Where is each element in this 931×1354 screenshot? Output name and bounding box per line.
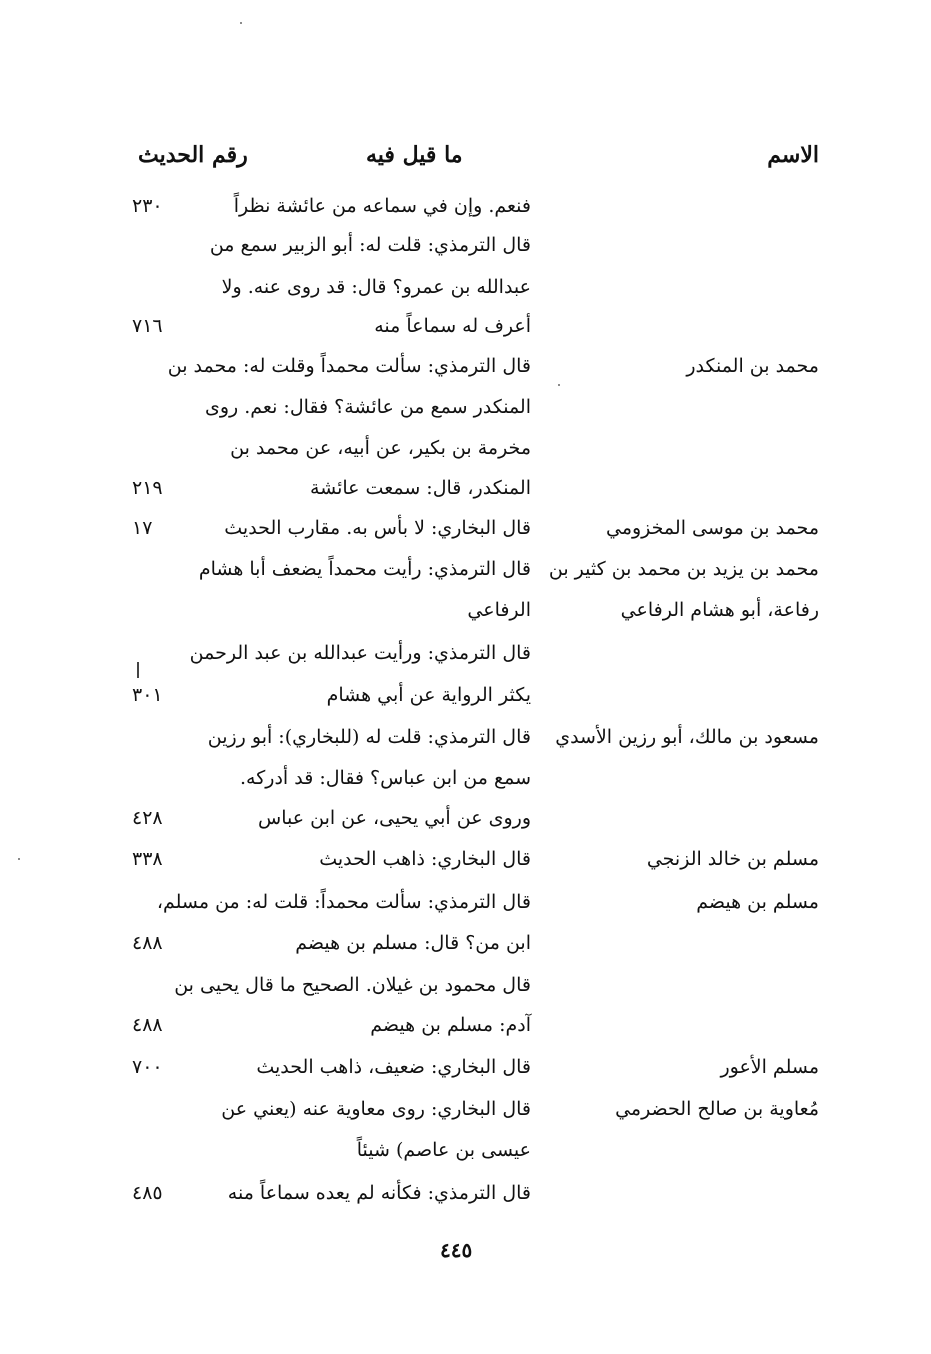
page-number: ٤٤٥ — [440, 1238, 473, 1262]
entry-name: مسلم الأعور — [720, 1056, 819, 1078]
entry-said: الرفاعي — [467, 599, 531, 621]
entry-said: قال الترمذي: فكأنه لم يعده سماعاً منه — [227, 1182, 531, 1204]
entry-number: ٢١٩ — [132, 477, 163, 499]
entry-name: مُعاوية بن صالح الحضرمي — [615, 1098, 819, 1120]
scan-speck — [240, 22, 242, 24]
entry-said: ابن من؟ قال: مسلم بن هيضم — [295, 932, 531, 954]
entry-number: ٤٨٨ — [132, 932, 163, 954]
entry-said: فنعم. وإن في سماعه من عائشة نظراً — [233, 195, 531, 217]
entry-said: قال البخاري: ذاهب الحديث — [319, 848, 531, 870]
scan-speck — [18, 858, 20, 860]
entry-said: قال البخاري: لا بأس به. مقارب الحديث — [224, 517, 531, 539]
entry-said: قال الترمذي: سألت محمداً: قلت له: من مسلم، — [156, 891, 531, 913]
entry-name: مسعود بن مالك، أبو رزين الأسدي — [555, 726, 819, 748]
entry-name: محمد بن المنكدر — [686, 355, 819, 377]
entry-said: آدم: مسلم بن هيضم — [370, 1014, 531, 1036]
entry-said: قال البخاري: روى معاوية عنه (يعني عن — [221, 1098, 531, 1120]
entry-said: قال البخاري: ضعيف، ذاهب الحديث — [256, 1056, 531, 1078]
entry-name: مسلم بن هيضم — [696, 891, 819, 913]
entry-name: محمد بن موسى المخزومي — [605, 517, 819, 539]
header-name-column: الاسم — [767, 142, 819, 168]
entry-said: قال الترمذي: قلت له (للبخاري): أبو رزين — [207, 726, 531, 748]
header-said-column: ما قيل فيه — [366, 142, 463, 168]
entry-said: أعرف له سماعاً منه — [374, 315, 531, 337]
entry-said: يكثر الرواية عن أبي هشام — [326, 684, 531, 706]
margin-mark — [137, 662, 139, 678]
entry-name: رفاعة، أبو هشام الرفاعي — [620, 599, 819, 621]
entry-number: ٤٨٥ — [132, 1182, 163, 1204]
entry-name: محمد بن يزيد بن محمد بن كثير بن — [548, 558, 819, 580]
entry-said: قال الترمذي: قلت له: أبو الزبير سمع من — [209, 234, 531, 256]
entry-number: ٧٠٠ — [132, 1056, 163, 1078]
entry-number: ٢٣٠ — [132, 195, 163, 217]
entry-said: قال الترمذي: ورأيت عبدالله بن عبد الرحمن — [189, 642, 531, 664]
entry-said: قال الترمذي: سألت محمداً وقلت له: محمد بن — [167, 355, 531, 377]
entry-said: المنكدر سمع من عائشة؟ فقال: نعم. روى — [204, 396, 531, 418]
entry-number: ٤٨٨ — [132, 1014, 163, 1036]
header-number-column: رقم الحديث — [138, 142, 248, 168]
entry-said: قال محمود بن غيلان. الصحيح ما قال يحيى بن — [174, 974, 531, 996]
entry-said: عبدالله بن عمرو؟ قال: قد روى عنه. ولا — [221, 276, 531, 298]
entry-said: سمع من ابن عباس؟ فقال: قد أدركه. — [240, 767, 531, 789]
entry-name: مسلم بن خالد الزنجي — [646, 848, 819, 870]
entry-said: وروى عن أبي يحيى، عن ابن عباس — [258, 807, 531, 829]
entry-number: ٤٢٨ — [132, 807, 163, 829]
entry-said: المنكدر، قال: سمعت عائشة — [309, 477, 531, 499]
entry-number: ٣٠١ — [132, 684, 163, 706]
entry-number: ١٧ — [132, 517, 153, 539]
scan-speck — [558, 384, 560, 386]
entry-said: عيسى بن عاصم) شيئاً — [356, 1139, 531, 1161]
entry-number: ٣٣٨ — [132, 848, 163, 870]
entry-said: قال الترمذي: رأيت محمداً يضعف أبا هشام — [198, 558, 531, 580]
entry-number: ٧١٦ — [132, 315, 163, 337]
entry-said: مخرمة بن بكير، عن أبيه، عن محمد بن — [230, 437, 531, 459]
